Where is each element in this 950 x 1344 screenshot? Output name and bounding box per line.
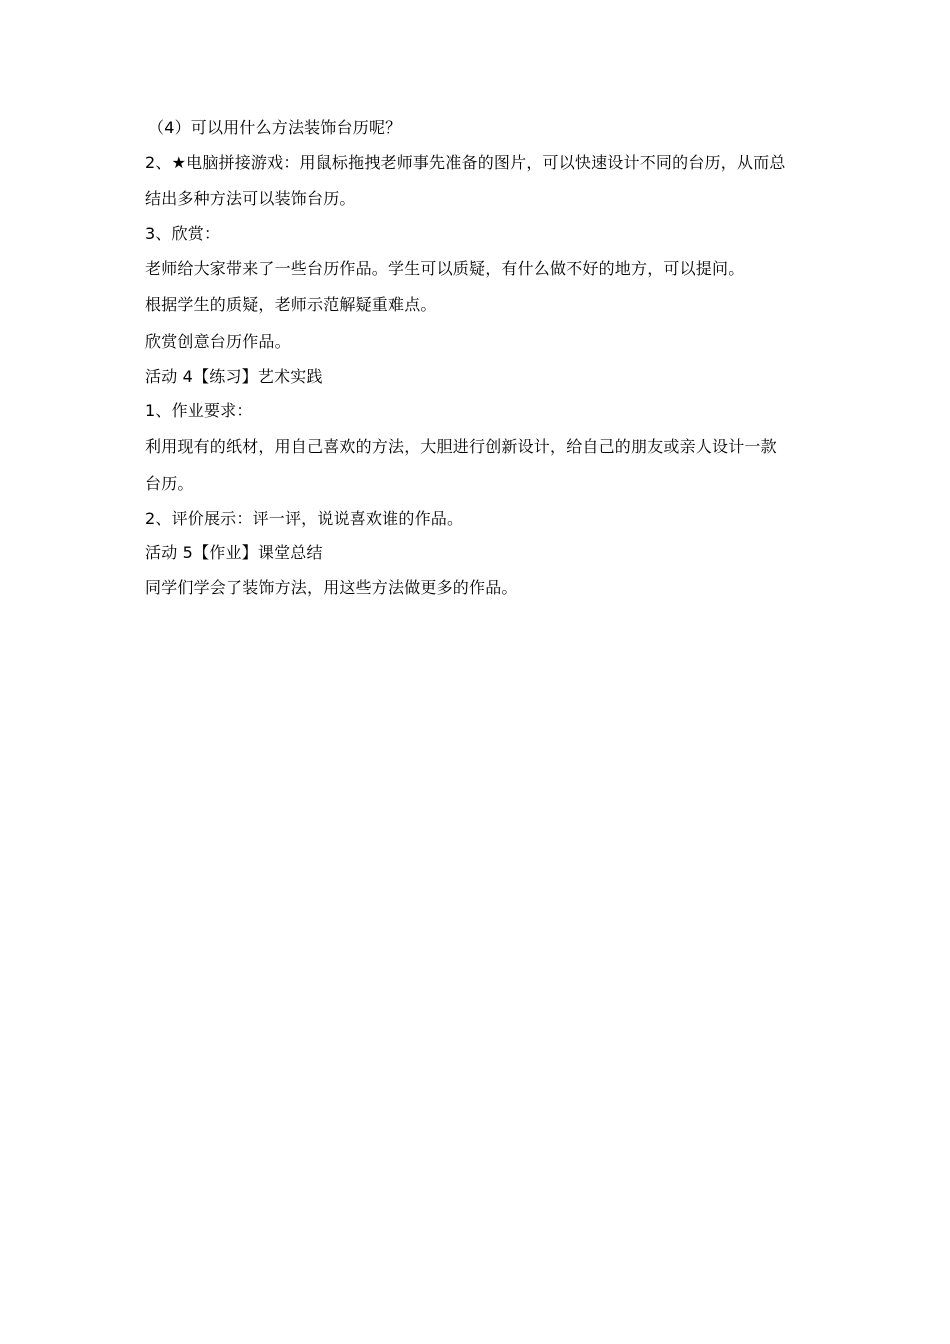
activity-4-heading: 活动 4【练习】艺术实践 [145,367,323,386]
teacher-works-line: 老师给大家带来了一些台历作品。学生可以质疑，有什么做不好的地方，可以提问。 [145,259,745,278]
question-4-line: （4）可以用什么方法装饰台历呢？ [148,118,402,137]
appreciate-works-line: 欣赏创意台历作品。 [145,332,291,351]
computer-game-line-2: 结出多种方法可以装饰台历。 [145,189,356,208]
computer-game-line-1: 2、★电脑拼接游戏：用鼠标拖拽老师事先准备的图片，可以快速设计不同的台历，从而总 [145,153,786,172]
demonstration-line: 根据学生的质疑，老师示范解疑重难点。 [145,295,437,314]
homework-requirements-heading: 1、作业要求： [145,401,253,420]
summary-line: 同学们学会了装饰方法，用这些方法做更多的作品。 [145,578,518,597]
activity-5-heading: 活动 5【作业】课堂总结 [145,543,323,562]
requirements-line-2: 台历。 [145,474,194,493]
requirements-line-1: 利用现有的纸材，用自己喜欢的方法，大胆进行创新设计，给自己的朋友或亲人设计一款 [145,437,777,456]
appreciation-heading: 3、欣赏： [145,224,221,243]
evaluation-line: 2、评价展示：评一评，说说喜欢谁的作品。 [145,509,464,528]
